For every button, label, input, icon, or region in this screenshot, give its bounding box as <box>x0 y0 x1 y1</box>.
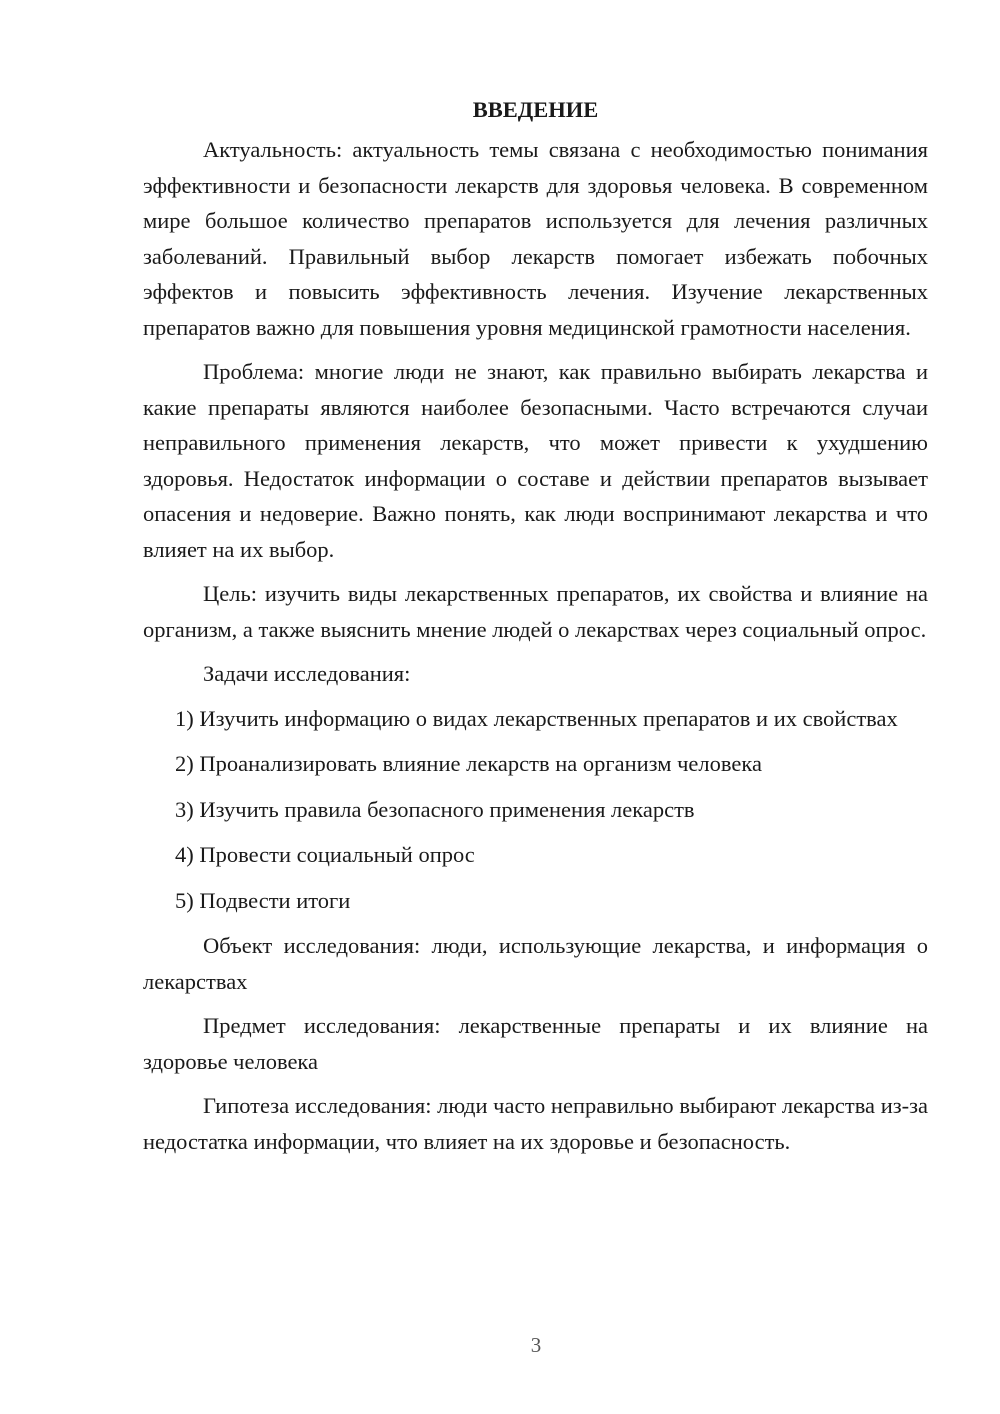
object-paragraph: Объект исследования: люди, использующие лекарства, и информация о лекарствах <box>143 933 928 994</box>
task-item: 5) Подвести итоги <box>175 887 351 913</box>
relevance-paragraph: Актуальность: актуальность темы связана с необходимостью понимания эффективности и безопасности лекарств для здоровья человека. В современном мире большое количество препаратов используется для лечения различных заболеваний. Правильный выбор лекарств помогает избежать побочных эффектов и повысить эффективность лечения. Изучение лекарственных препаратов важно для повышения уровня медицинской грамотности населения. <box>143 137 928 340</box>
task-item: 2) Проанализировать влияние лекарств на организм человека <box>175 751 762 776</box>
tasks-heading: Задачи исследования: <box>203 661 411 686</box>
problem-paragraph: Проблема: многие люди не знают, как правильно выбирать лекарства и какие препараты являются наиболее безопасными. Часто встречаются случаи неправильного применения лекарств, что может привести к ухудшению здоровья. Недостаток информации о составе и действии препаратов вызывает опасения и недоверие. Важно понять, как люди воспринимают лекарства и что влияет на их выбор. <box>143 359 928 562</box>
task-item: 4) Провести социальный опрос <box>175 842 475 867</box>
task-item: 1) Изучить информацию о видах лекарственных препаратов и их свойствах <box>175 705 898 731</box>
document-page <box>143 92 928 1168</box>
task-item: 3) Изучить правила безопасного применения лекарств <box>175 796 695 822</box>
section-title: ВВЕДЕНИЕ <box>472 97 599 122</box>
subject-paragraph: Предмет исследования: лекарственные препараты и их влияние на здоровье человека <box>143 1013 928 1074</box>
hypothesis-paragraph: Гипотеза исследования: люди часто неправильно выбирают лекарства из-за недостатка информации, что влияет на их здоровье и безопасность. <box>143 1093 928 1154</box>
goal-paragraph: Цель: изучить виды лекарственных препаратов, их свойства и влияние на организм, а также выяснить мнение людей о лекарствах через социальный опрос. <box>143 581 928 642</box>
page-number: 3 <box>530 1333 542 1357</box>
